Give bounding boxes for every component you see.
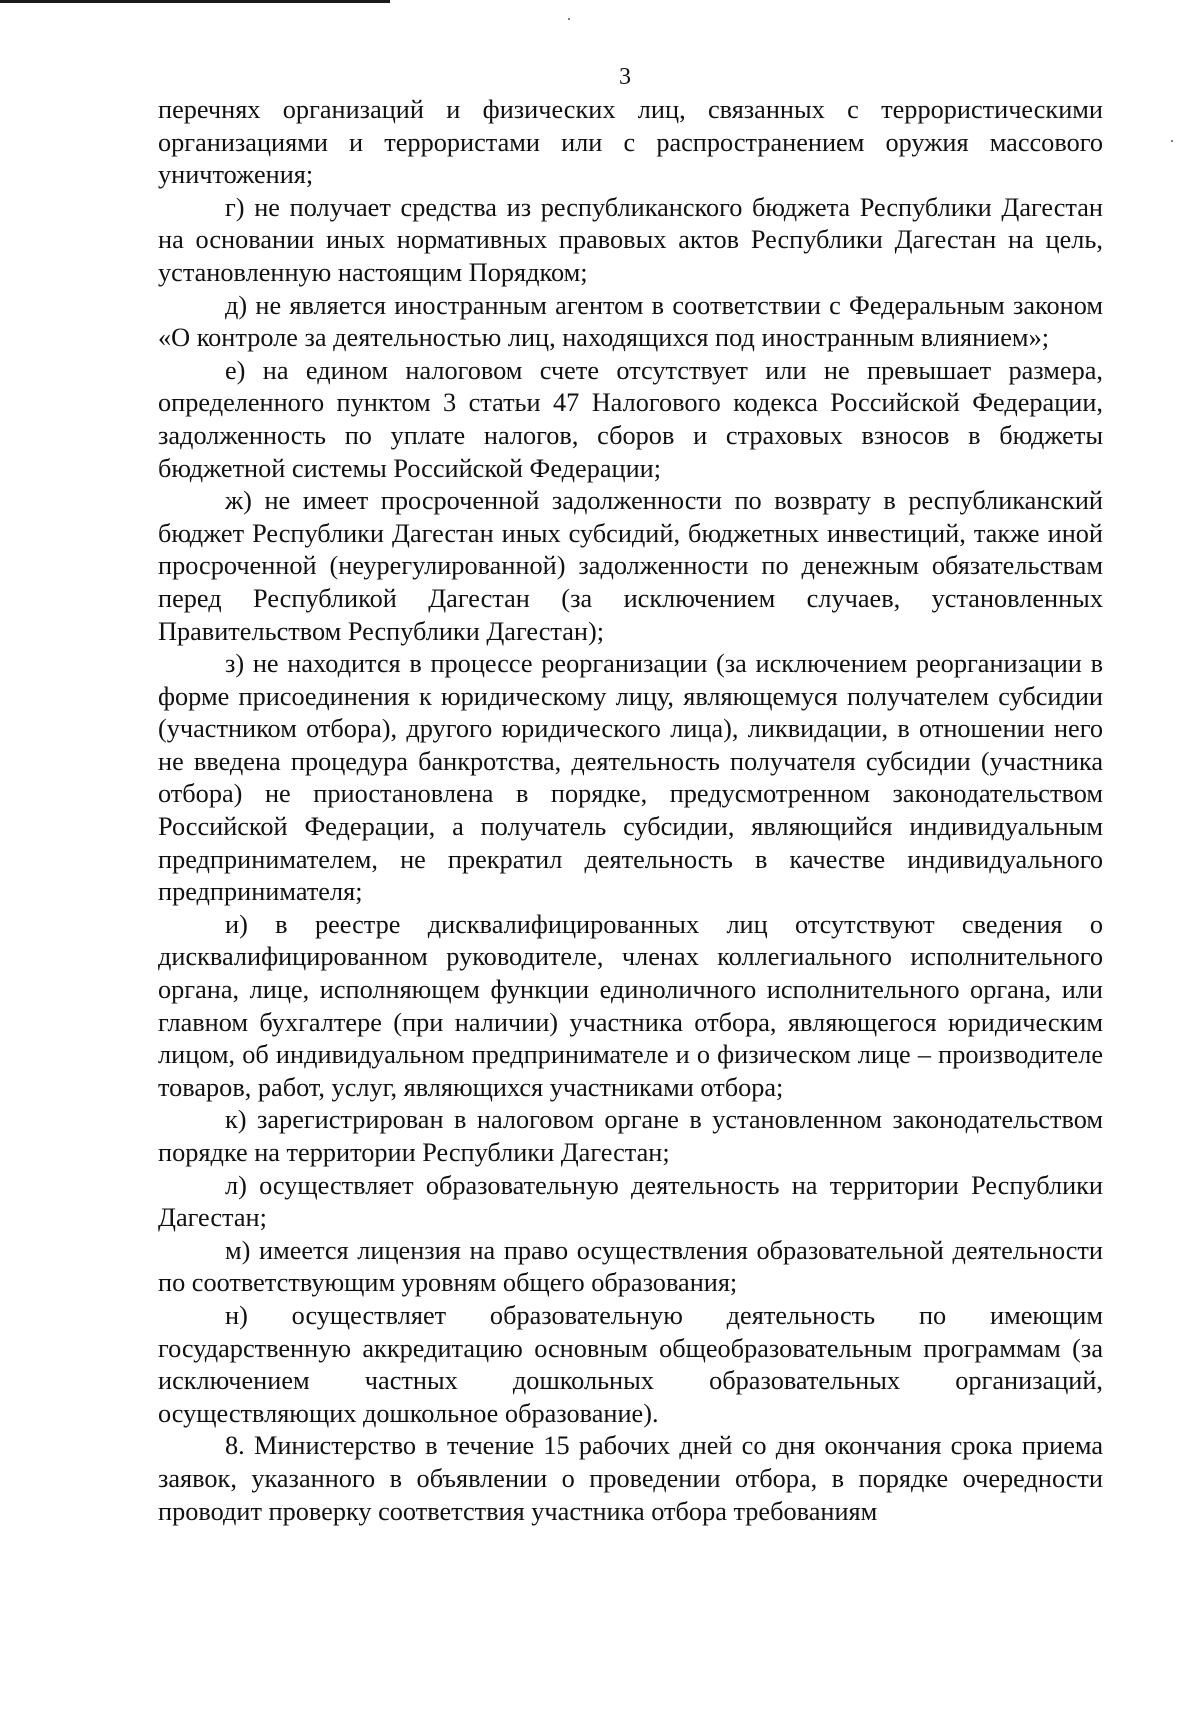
document-body <box>158 94 1103 1528</box>
paragraph-item-zh: ж) не имеет просроченной задолженности по возврату в республиканский бюджет Республики Дагестан иных субсидий, бюджетных инвестиций, также иной просроченной (неурегулированной) задолженности по денежным обязательствам перед Республикой Дагестан (за исключением случаев, установленных Правительством Республики Дагестан); <box>158 486 1103 646</box>
paragraph-item-i: и) в реестре дисквалифицированных лиц отсутствуют сведения о дисквалифицированном руководителе, членах коллегиального исполнительного органа, лице, исполняющем функции единоличного исполнительного органа, или главном бухгалтере (при наличии) участника отбора, являющегося юридическим лицом, об индивидуальном предпринимателе и о физическом лице – производителе товаров, работ, услуг, являющихся участниками отбора; <box>158 909 1103 1102</box>
paragraph-item-n: н) осуществляет образовательную деятельность по имеющим государственную аккредитацию основным общеобразовательным программам (за исключением частных дошкольных образовательных организаций, осуществляющих дошкольное образование). <box>158 1300 1103 1428</box>
paragraph-clause-8: 8. Министерство в течение 15 рабочих дней со дня окончания срока приема заявок, указанного в объявлении о проведении отбора, в порядке очередности проводит проверку соответствия участника отбора требованиям <box>158 1431 1103 1526</box>
paragraph-item-e: е) на едином налоговом счете отсутствует или не превышает размера, определенного пунктом 3 статьи 47 Налогового кодекса Российской Федерации, задолженность по уплате налогов, сборов и страховых взносов в бюджеты бюджетной системы Российской Федерации; <box>158 355 1103 483</box>
scan-speck <box>1171 140 1173 142</box>
page-number: 3 <box>619 64 631 90</box>
scan-edge-mark <box>0 0 390 3</box>
paragraph-item-d: д) не является иностранным агентом в соответствии с Федеральным законом «О контроле за деятельностью лиц, находящихся под иностранным влиянием»; <box>158 290 1103 353</box>
paragraph-item-l: л) осуществляет образовательную деятельность на территории Республики Дагестан; <box>158 1170 1103 1233</box>
paragraph-item-k: к) зарегистрирован в налоговом органе в установленном законодательством порядке на территории Республики Дагестан; <box>158 1105 1103 1167</box>
paragraph-item-m: м) имеется лицензия на право осуществления образовательной деятельности по соответствующим уровням общего образования; <box>158 1235 1103 1298</box>
paragraph-item-g: г) не получает средства из республиканского бюджета Республики Дагестан на основании иных нормативных правовых актов Республики Дагестан на цель, установленную настоящим Порядком; <box>158 192 1103 287</box>
paragraph-item-z: з) не находится в процессе реорганизации (за исключением реорганизации в форме присоединения к юридическому лицу, являющемуся получателем субсидии (участником отбора), другого юридического лица), ликвидации, в отношении него не введена процедура банкротства, деятельность получателя субсидии (участника отбора) не приостановлена в порядке, предусмотренном законодательством Российской Федерации, а получатель субсидии, являющийся индивидуальным предпринимателем, не прекратил деятельность в качестве индивидуального предпринимателя; <box>158 649 1103 907</box>
scan-speck <box>568 18 570 20</box>
paragraph-continuation: перечнях организаций и физических лиц, связанных с террористическими организациями и террористами или с распространением оружия массового уничтожения; <box>158 95 1103 190</box>
